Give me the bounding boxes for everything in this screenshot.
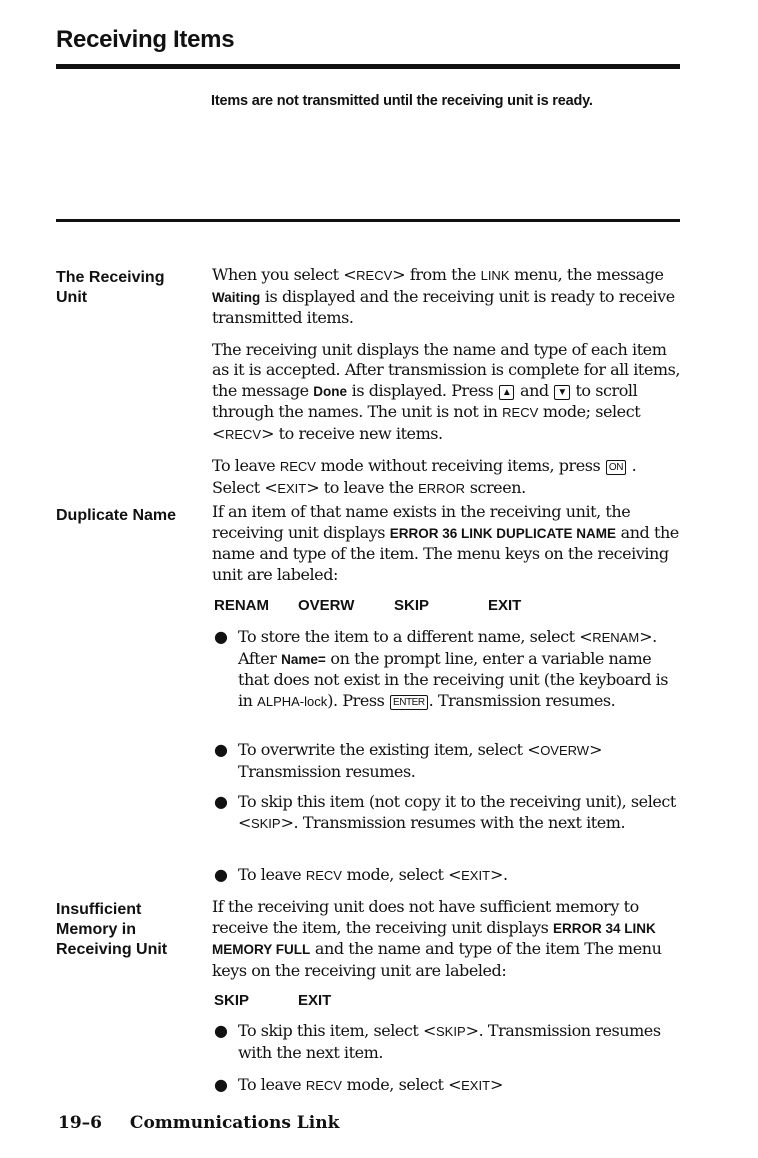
list-item: ● To skip this item, select <SKIP>. Transmission resumes with the next item.: [214, 1021, 661, 1062]
page-title: Receiving Items: [56, 26, 235, 53]
paragraph: When you select <RECV> from the LINK menu, the message Waiting is displayed and the receiving unit is ready to receive transmitted items.: [212, 265, 675, 327]
heading-duplicate-name: Duplicate Name: [56, 507, 177, 524]
bullet-icon: ●: [214, 627, 228, 646]
menu-key-exit: EXIT: [488, 597, 522, 614]
receiving-unit-body: [212, 265, 684, 499]
list-item: ● To leave RECV mode, select <EXIT>: [214, 1075, 504, 1094]
heading-insufficient-memory: Insufficient Memory in Receiving Unit: [56, 901, 168, 958]
list-item: ● To skip this item (not copy it to the receiving unit), select <SKIP>. Transmission resumes with the next item.: [214, 792, 676, 832]
menu-key-skip: SKIP: [394, 597, 430, 614]
up-arrow-key-icon: ▲: [499, 385, 514, 400]
bullet-icon: ●: [214, 792, 228, 811]
paragraph: The receiving unit displays the name and type of each item as it is accepted. After transmission is complete for all items, the message Done is displayed. Press ▲ and ▼ to scroll through the names. The unit is not in RECV mode; select <RECV> to receive new items.: [212, 339, 681, 443]
bullet-icon: ●: [214, 865, 228, 884]
bullet-icon: ●: [214, 740, 228, 759]
heading-receiving-unit: The Receiving Unit: [56, 269, 165, 306]
paragraph: If an item of that name exists in the receiving unit, the receiving unit displays ERROR 36 LINK DUPLICATE NAME and the name and type of the item. The menu keys on the receiving unit are labeled:: [212, 502, 679, 584]
page-number: 19–6: [58, 1113, 102, 1133]
menu-key-exit: EXIT: [298, 992, 332, 1009]
menu-key-renam: RENAM: [214, 597, 269, 614]
paragraph: If the receiving unit does not have sufficient memory to receive the item, the receiving unit displays ERROR 34 LINK MEMORY FULL and the name and type of the item The menu keys on the receiving unit are labeled:: [212, 897, 662, 980]
enter-key-icon: ENTER: [390, 695, 428, 710]
bullet-icon: ●: [214, 1075, 228, 1094]
list-item: ● To leave RECV mode, select <EXIT>.: [214, 865, 508, 884]
duplicate-name-body: [212, 502, 684, 585]
list-item: ● To overwrite the existing item, select <OVERW> Transmission resumes.: [214, 740, 603, 781]
page-footer: [58, 1113, 339, 1133]
chapter-title: Communications Link: [129, 1113, 340, 1133]
insufficient-memory-body: [212, 897, 684, 981]
top-rule: [56, 64, 680, 69]
down-arrow-key-icon: ▼: [554, 385, 569, 400]
paragraph: To leave RECV mode without receiving items, press ON . Select <EXIT> to leave the ERROR screen.: [212, 456, 637, 497]
menu-key-skip: SKIP: [214, 992, 250, 1009]
list-item: ● To store the item to a different name, select <RENAM>. After Name= on the prompt line, enter a variable name that does not exist in the receiving unit (the keyboard is in ALPHA-lock). Press ENTER . Transmission resumes.: [214, 627, 669, 710]
section-rule: [56, 219, 680, 222]
on-key-icon: ON: [606, 460, 626, 475]
transmission-note: Items are not transmitted until the receiving unit is ready.: [211, 93, 593, 109]
bullet-icon: ●: [214, 1021, 228, 1040]
menu-key-overw: OVERW: [298, 597, 355, 614]
